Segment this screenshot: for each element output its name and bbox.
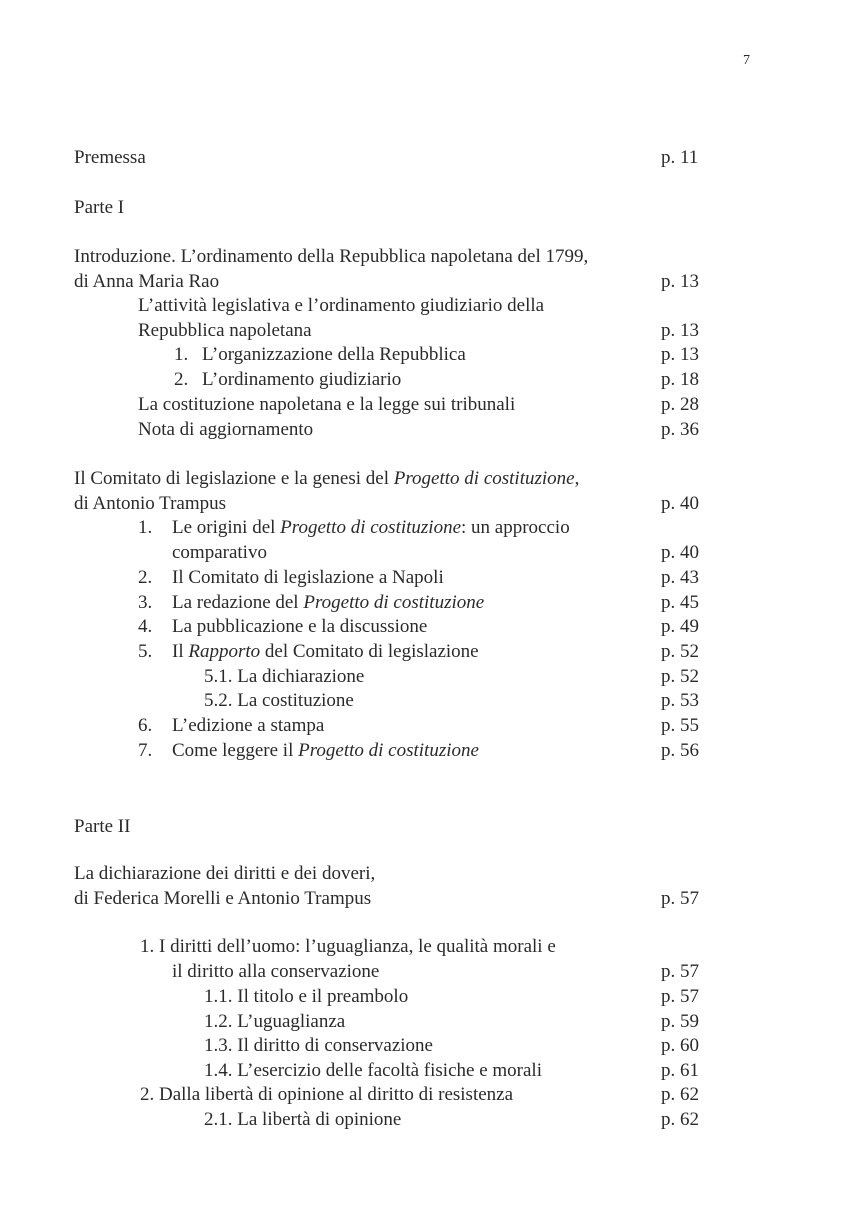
toc-entry-title: di Federica Morelli e Antonio Trampus xyxy=(74,888,372,909)
toc-page-ref: p. 52 xyxy=(661,666,699,687)
toc-page-ref: p. 13 xyxy=(661,320,699,341)
toc-entry xyxy=(0,640,842,664)
toc-entry-title: 1.2. L’uguaglianza xyxy=(204,1011,346,1032)
toc-entry-title: comparativo xyxy=(172,542,267,563)
toc-page-ref: p. 56 xyxy=(661,740,699,761)
toc-entry-title: Il Comitato di legislazione a Napoli xyxy=(172,567,444,588)
work-title: Rapporto xyxy=(188,641,261,662)
toc-entry xyxy=(0,393,842,417)
toc-page-ref: p. 57 xyxy=(661,888,699,909)
toc-entry xyxy=(0,343,842,367)
toc-entry xyxy=(0,245,842,269)
part-heading xyxy=(0,196,842,220)
toc-entry xyxy=(0,935,842,959)
toc-page-ref: p. 40 xyxy=(661,542,699,563)
toc-entry xyxy=(0,270,842,294)
toc-page-ref: p. 55 xyxy=(661,715,699,736)
toc-entry-title: 1. I diritti dell’uomo: l’uguaglianza, le qualità morali e xyxy=(140,936,556,957)
toc-page-ref: p. 18 xyxy=(661,369,699,390)
toc-entry-title: Repubblica napoletana xyxy=(138,320,312,341)
toc-page-ref: p. 28 xyxy=(661,394,699,415)
toc-page-ref: p. 60 xyxy=(661,1035,699,1056)
toc-entry xyxy=(0,516,842,540)
toc-entry xyxy=(0,887,842,911)
work-title: Progetto di costituzione xyxy=(298,740,479,761)
part-title: Parte I xyxy=(74,197,125,218)
toc-page-ref: p. 57 xyxy=(661,961,699,982)
toc-entry xyxy=(0,1108,842,1132)
toc-entry xyxy=(0,566,842,590)
work-title: Progetto di costituzione xyxy=(393,468,575,489)
toc-entry-number: 5. xyxy=(138,641,153,662)
toc-entry xyxy=(0,368,842,392)
toc-entry xyxy=(0,615,842,639)
toc-entry-number: 7. xyxy=(138,740,153,761)
toc-entry xyxy=(0,1059,842,1083)
toc-entry-number: 2. xyxy=(174,369,189,390)
work-title: Progetto di costituzione xyxy=(303,592,485,613)
toc-entry-title: di Anna Maria Rao xyxy=(74,271,220,292)
toc-entry-title: 1.1. Il titolo e il preambolo xyxy=(204,986,409,1007)
toc-entry-title: Nota di aggiornamento xyxy=(138,419,314,440)
part-title: Parte II xyxy=(74,816,131,837)
toc-entry-title: Il Comitato di legislazione e la genesi del Progetto di costituzione, xyxy=(74,468,580,489)
toc-entry xyxy=(0,862,842,886)
toc-entry-number: 1. xyxy=(138,517,153,538)
toc-entry-title: L’ordinamento giudiziario xyxy=(202,369,402,390)
toc-entry xyxy=(0,591,842,615)
toc-page-ref: p. 61 xyxy=(661,1060,699,1081)
toc-entry-title: La redazione del Progetto di costituzione xyxy=(172,592,485,613)
toc-page-ref: p. 36 xyxy=(661,419,699,440)
toc-page-ref: p. 49 xyxy=(661,616,699,637)
toc-page-ref: p. 13 xyxy=(661,271,699,292)
toc-page-ref: p. 11 xyxy=(661,147,699,168)
toc-entry xyxy=(0,1010,842,1034)
toc-entry-title: La costituzione napoletana e la legge sui tribunali xyxy=(138,394,516,415)
toc-entry xyxy=(0,1083,842,1107)
toc-entry xyxy=(0,319,842,343)
toc-entry-number: 6. xyxy=(138,715,153,736)
toc-page-ref: p. 13 xyxy=(661,344,699,365)
toc-entry-title: L’attività legislativa e l’ordinamento giudiziario della xyxy=(138,295,545,316)
toc-entry xyxy=(0,1034,842,1058)
toc-entry xyxy=(0,714,842,738)
toc-entry-title: 5.2. La costituzione xyxy=(204,690,354,711)
toc-entry-title: 1.3. Il diritto di conservazione xyxy=(204,1035,433,1056)
toc-entry-title: Il Rapporto del Comitato di legislazione xyxy=(172,641,479,662)
toc-entry-title: il diritto alla conservazione xyxy=(172,961,380,982)
toc-entry xyxy=(0,739,842,763)
toc-entry xyxy=(0,418,842,442)
toc-page-ref: p. 59 xyxy=(661,1011,699,1032)
toc-entry-title: L’edizione a stampa xyxy=(172,715,325,736)
toc-page-ref: p. 57 xyxy=(661,986,699,1007)
work-title: Progetto di costituzione xyxy=(280,517,462,538)
toc-page-ref: p. 52 xyxy=(661,641,699,662)
page-number: 7 xyxy=(743,53,750,68)
toc-page-ref: p. 40 xyxy=(661,493,699,514)
toc-page-ref: p. 62 xyxy=(661,1084,699,1105)
toc-entry-number: 2. xyxy=(138,567,153,588)
toc-page-ref: p. 53 xyxy=(661,690,699,711)
toc-entry xyxy=(0,294,842,318)
toc-entry-title: 5.1. La dichiarazione xyxy=(204,666,365,687)
part-heading xyxy=(0,815,842,839)
toc-entry-title: La pubblicazione e la discussione xyxy=(172,616,428,637)
toc-entry-title: L’organizzazione della Repubblica xyxy=(202,344,466,365)
toc-entry xyxy=(0,689,842,713)
toc-entry-title: 2.1. La libertà di opinione xyxy=(204,1109,402,1130)
toc-entry-number: 4. xyxy=(138,616,153,637)
toc-entry-title: di Antonio Trampus xyxy=(74,493,227,514)
toc-entry xyxy=(0,665,842,689)
toc-entry xyxy=(0,492,842,516)
toc-entry xyxy=(0,960,842,984)
toc-entry-number: 1. xyxy=(174,344,189,365)
toc-entry xyxy=(0,467,842,491)
toc-entry xyxy=(0,541,842,565)
toc-entry-title: Premessa xyxy=(74,147,146,168)
toc-page-ref: p. 43 xyxy=(661,567,699,588)
toc-entry-title: 1.4. L’esercizio delle facoltà fisiche e morali xyxy=(204,1060,542,1081)
toc-entry xyxy=(0,985,842,1009)
toc-entry-premessa xyxy=(0,146,842,170)
toc-entry-number: 3. xyxy=(138,592,153,613)
toc-entry-title: Introduzione. L’ordinamento della Repubblica napoletana del 1799, xyxy=(74,246,589,267)
toc-entry-title: 2. Dalla libertà di opinione al diritto di resistenza xyxy=(140,1084,514,1105)
toc-entry-title: Come leggere il Progetto di costituzione xyxy=(172,740,479,761)
toc-page-ref: p. 45 xyxy=(661,592,699,613)
toc-entry-title: Le origini del Progetto di costituzione: un approccio xyxy=(172,517,570,538)
toc-entry-title: La dichiarazione dei diritti e dei doveri, xyxy=(74,863,376,884)
toc-page-ref: p. 62 xyxy=(661,1109,699,1130)
